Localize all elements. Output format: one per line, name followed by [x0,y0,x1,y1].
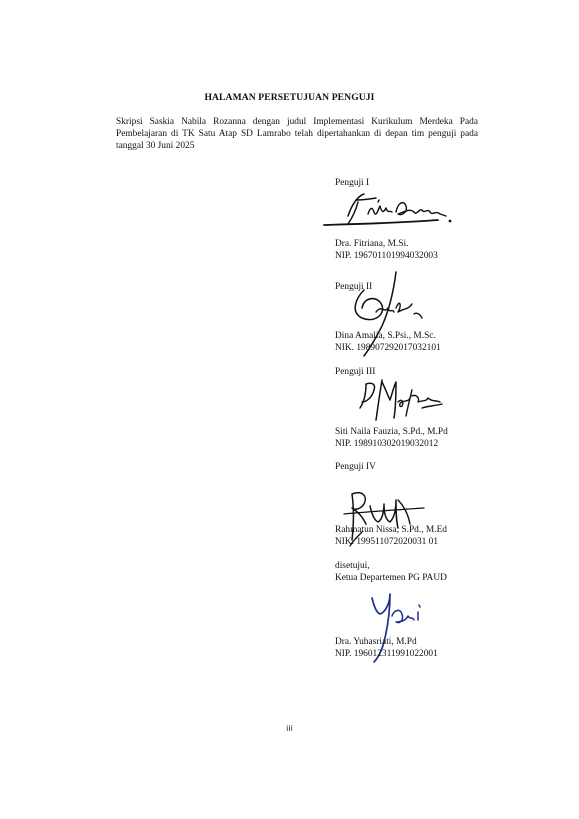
approval-details [335,636,438,661]
examiner-1-name: Dra. Fitriana, M.Si. [335,239,409,249]
approval-label: disetujui, [335,561,370,571]
approval-position: Ketua Departemen PG PAUD [335,573,447,584]
approval-name: Dra. Yuhasriati, M.Pd [335,637,417,647]
examiner-1-block [335,177,369,189]
examiner-4-id: NIK. 199511072020031 01 [335,537,439,548]
examiner-1-id: NIP. 196701101994032003 [335,251,438,262]
approval-id: NIP. 196012311991022001 [335,649,438,660]
page-title: HALAMAN PERSETUJUAN PENGUJI [204,92,375,103]
examiner-2-name: Dina Amalia, S.Psi., M.Sc. [335,331,436,341]
examiner-4-details [335,524,447,549]
examiner-3-name: Siti Naila Fauzia, S.Pd., M.Pd [335,427,448,437]
examiner-2-role: Penguji II [335,282,373,292]
examiner-2-details [335,330,441,355]
examiner-2-id: NIK. 198907292017032101 [335,343,441,354]
examiner-3-id: NIP. 198910302019032012 [335,439,439,450]
page-number: iii [286,724,293,733]
examiner-3-role: Penguji III [335,367,376,377]
intro-paragraph: Skripsi Saskia Nabila Rozanna dengan judul Implementasi Kurikulum Merdeka Pada Pembelajaran di TK Satu Atap SD Lamrabo telah dipertahankan di depan tim penguji pada tanggal 30 Juni 2025 [116,117,478,152]
examiner-3-details [335,426,448,451]
examiner-1-details [335,238,438,263]
examiner-1-role: Penguji I [335,178,370,188]
examiner-4-block [335,461,376,473]
examiner-4-name: Rahmatun Nissa, S.Pd., M.Ed [335,525,447,535]
approval-block [335,560,447,585]
examiner-1-signature [318,190,458,238]
examiner-4-role: Penguji IV [335,462,376,472]
